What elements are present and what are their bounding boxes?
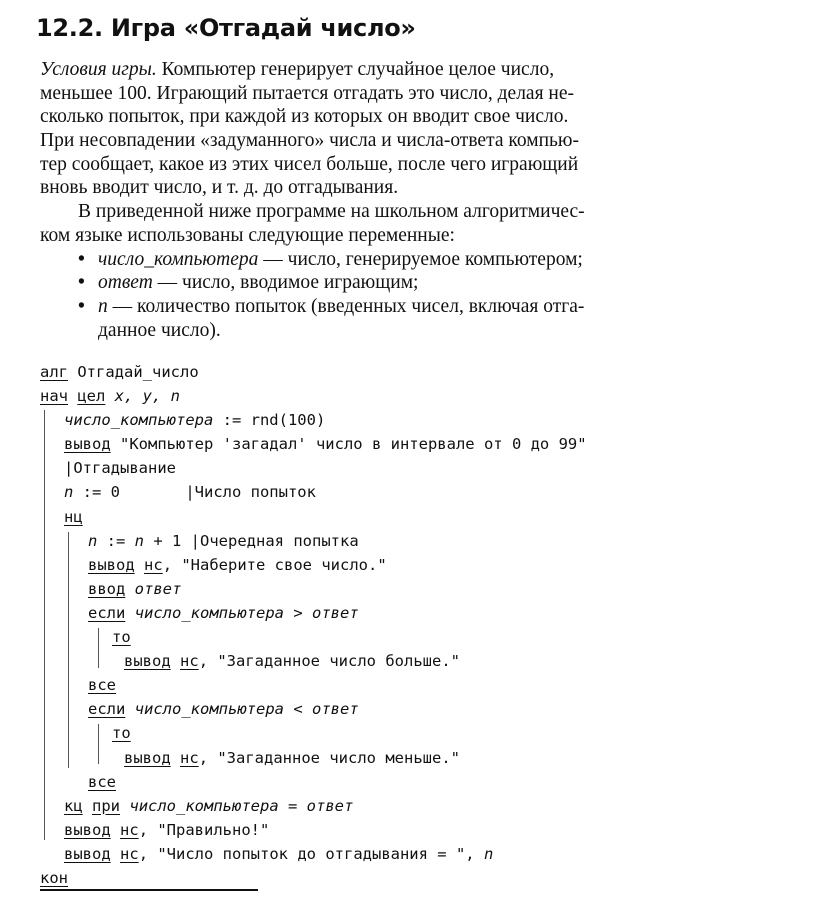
code-text: :=: [97, 531, 135, 550]
keyword: вывод: [64, 435, 111, 454]
variable: n: [134, 531, 145, 550]
variable-name: число_компьютера: [98, 248, 259, 270]
variable: число_компьютера: [64, 411, 214, 430]
bullet-item-computer-number: [40, 248, 730, 272]
keyword: вывод: [124, 748, 171, 767]
keyword: вывод: [124, 652, 171, 671]
bullet-text-continued: данное число).: [98, 319, 221, 341]
bullet-item-answer: [40, 271, 730, 295]
paragraph-line: ком языке использованы следующие переменные:: [40, 224, 455, 246]
keyword: алг: [40, 363, 68, 381]
code-text: , "Загаданное число меньше.": [198, 748, 460, 767]
block-guide-line: [98, 628, 99, 668]
paragraph-text: Компьютер генерирует случайное целое число,: [156, 59, 555, 80]
code-text: , "Загаданное число больше.": [198, 652, 460, 671]
variable: ответ: [125, 579, 182, 598]
code-text: <: [283, 700, 312, 719]
keyword: то: [112, 628, 131, 647]
paragraph-line: В приведенной ниже программе на школьном алгоритмичес-: [78, 201, 585, 223]
code-line: [40, 408, 587, 432]
code-comment: |Отгадывание: [64, 459, 176, 478]
code-line: [40, 456, 587, 480]
keyword: нц: [64, 507, 83, 526]
section-heading: 12.2. Игра «Отгадай число»: [36, 14, 416, 42]
keyword: нс: [180, 652, 199, 671]
code-line: [40, 432, 587, 456]
keyword: кон: [40, 868, 68, 887]
paragraph-line: [40, 58, 730, 82]
code-line: [40, 553, 587, 577]
variable: число_компьютера: [134, 700, 284, 719]
paragraph-line: При несовпадении «задуманного» числа и числа-ответа компью-: [40, 130, 579, 152]
code-line: [40, 794, 587, 818]
code-line: [40, 529, 587, 553]
variable-name: ответ: [98, 272, 153, 294]
variable: ответ: [306, 796, 354, 815]
code-line: [40, 360, 587, 384]
code-line: [40, 577, 587, 601]
keyword: ввод: [88, 579, 126, 598]
keyword: нс: [120, 844, 139, 863]
code-line: [40, 866, 587, 890]
code-text: + 1 |Очередная попытка: [144, 531, 359, 550]
bullet-text: — число, вводимое играющим;: [152, 272, 419, 294]
paragraph-line: вновь вводит число, и т. д. до отгадывания.: [40, 177, 399, 199]
code-text: , "Наберите свое число.": [162, 555, 387, 574]
variable: n: [64, 483, 74, 502]
code-line: [40, 770, 587, 794]
variable: число_компьютера: [134, 603, 284, 622]
keyword: то: [112, 724, 131, 743]
code-text: >: [283, 603, 312, 622]
keyword: нс: [120, 820, 139, 839]
keyword: если: [88, 700, 126, 719]
paragraph-line: тер сообщает, какое из этих чисел больше, после чего играющий: [40, 153, 579, 175]
paragraph-line: сколько попыток, при каждой из которых он вводит свое число.: [40, 106, 569, 128]
code-text: := 0 |Число попыток: [73, 483, 316, 502]
code-text: Отгадай_число: [68, 363, 199, 381]
code-text: x, y, n: [105, 387, 180, 406]
code-line: [40, 746, 587, 770]
bullet-text: — число, генерируемое компьютером;: [258, 248, 583, 270]
code-line: [40, 601, 587, 625]
block-guide-line: [44, 410, 45, 840]
bullet-text: — количество попыток (введенных чисел, включая отга-: [107, 295, 585, 317]
keyword: вывод: [88, 555, 135, 574]
variable: n: [88, 531, 98, 550]
variable-name: n: [98, 295, 108, 317]
keyword: цел: [77, 387, 106, 406]
keyword: кц: [64, 796, 83, 815]
code-line: [40, 384, 587, 408]
bottom-rule: [40, 889, 258, 891]
code-line: [40, 842, 587, 866]
keyword: нач: [40, 387, 68, 406]
variable: число_компьютера: [129, 796, 279, 815]
code-line: [40, 697, 587, 721]
keyword: все: [88, 676, 116, 695]
code-line: [40, 625, 587, 649]
code-line: [40, 818, 587, 842]
code-text: , "Число попыток до отгадывания = ",: [138, 844, 484, 863]
keyword: все: [88, 772, 116, 791]
code-text: := rnd(100): [213, 411, 326, 430]
keyword: вывод: [64, 844, 111, 863]
problem-description: [40, 58, 730, 342]
keyword: при: [92, 796, 121, 815]
block-guide-line: [98, 724, 99, 764]
keyword: нс: [144, 555, 163, 574]
variable: n: [483, 844, 494, 863]
code-line: [40, 649, 587, 673]
block-guide-line: [68, 532, 69, 768]
keyword: если: [88, 603, 126, 622]
keyword: вывод: [64, 820, 111, 839]
variable: ответ: [311, 700, 359, 719]
code-text: "Компьютер 'загадал' число в интервале от 0 до 99": [110, 435, 587, 454]
bullet-icon: •: [78, 248, 85, 270]
bullet-icon: •: [78, 272, 85, 294]
code-line: [40, 673, 587, 697]
bullet-icon: •: [78, 295, 85, 317]
code-listing: [40, 360, 587, 890]
code-line: [40, 505, 587, 529]
code-line: [40, 721, 587, 745]
bullet-item-attempts: [40, 295, 730, 319]
conditions-label: Условия игры.: [40, 59, 157, 80]
paragraph-line: меньшее 100. Играющий пытается отгадать это число, делая не-: [40, 82, 575, 104]
keyword: нс: [180, 748, 199, 767]
variable: ответ: [311, 603, 359, 622]
code-line: [40, 480, 587, 504]
code-text: =: [278, 796, 307, 815]
code-text: , "Правильно!": [138, 820, 270, 839]
